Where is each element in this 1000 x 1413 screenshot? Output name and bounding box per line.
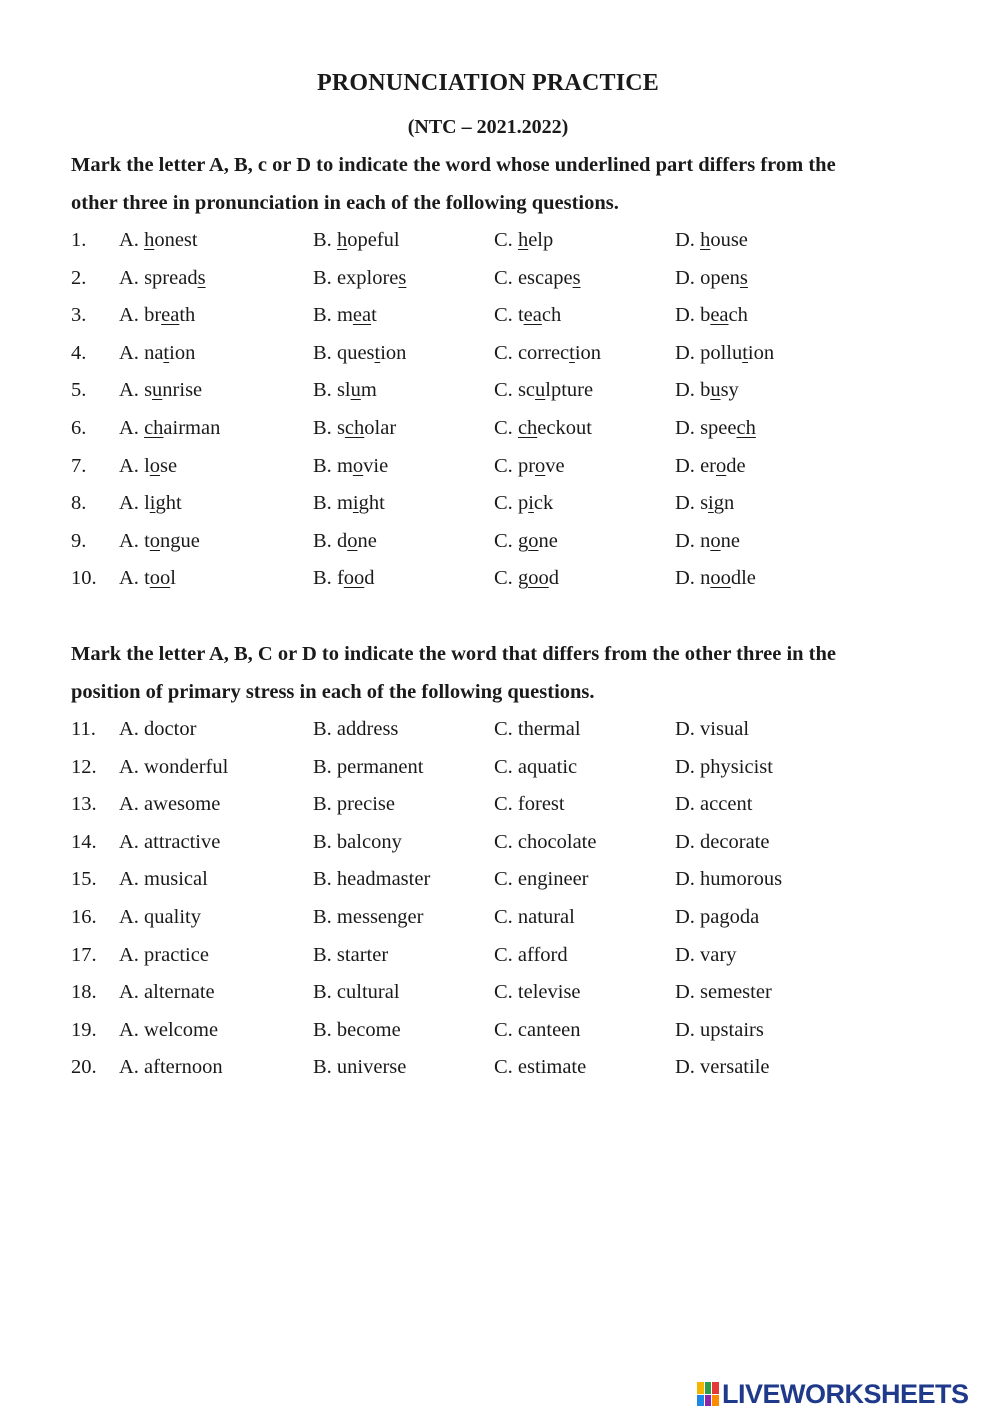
option-text-label: B.	[313, 492, 337, 515]
question-row	[71, 260, 951, 298]
option-text-pre: l	[144, 492, 150, 515]
option-a: A. alternate	[119, 981, 215, 1004]
logo-icon-square	[697, 1382, 704, 1394]
underlined-part: o	[528, 529, 539, 552]
option-text-post: ght	[358, 492, 385, 515]
question-row	[71, 786, 951, 824]
option-a	[119, 372, 202, 410]
option-text-post: ne	[538, 529, 558, 552]
option-text-label: A.	[119, 492, 145, 515]
underlined-part: s	[197, 266, 206, 289]
option-d	[675, 335, 774, 373]
option-b: B. universe	[313, 1056, 407, 1079]
option-a: A. wonderful	[119, 755, 229, 778]
option-text-post: th	[179, 304, 196, 327]
option-c	[494, 222, 553, 260]
option-text-pre: m	[336, 304, 353, 327]
question-row	[71, 899, 951, 937]
option-text-label: A.	[119, 529, 145, 552]
option-text-label: D.	[675, 229, 701, 251]
option-c	[494, 372, 593, 410]
question-number: 10.	[71, 567, 97, 590]
option-b	[313, 260, 406, 298]
option-text-post: se	[160, 454, 178, 477]
underlined-part: i	[149, 492, 156, 515]
option-b: B. balcony	[313, 830, 402, 853]
option-text-label: D.	[675, 529, 701, 552]
underlined-part: ea	[710, 304, 729, 327]
option-text-post: ion	[747, 341, 775, 364]
option-text-pre: pr	[517, 454, 536, 477]
question-row	[71, 523, 951, 561]
underlined-part: u	[350, 379, 361, 402]
underlined-part: ch	[517, 417, 538, 439]
option-b	[313, 335, 406, 373]
option-text-label: C.	[494, 379, 518, 402]
underlined-part: oo	[149, 567, 171, 590]
option-text-pre: t	[144, 529, 150, 552]
option-text-label: C.	[494, 567, 518, 590]
option-text-label: B.	[313, 529, 337, 552]
option-text-label: A.	[119, 341, 145, 364]
option-a	[119, 335, 195, 373]
question-row	[71, 824, 951, 862]
option-b: B. starter	[313, 943, 389, 966]
option-text-post: ck	[533, 492, 554, 515]
liveworksheets-logo-icon	[697, 1382, 719, 1406]
option-text-label: A.	[119, 417, 145, 439]
option-d: D. physicist	[675, 755, 773, 778]
underlined-part: o	[149, 454, 161, 477]
option-text-label: D.	[675, 341, 701, 364]
underlined-part: h	[144, 229, 155, 251]
option-a	[119, 260, 206, 298]
option-text-label: D.	[675, 492, 701, 515]
option-text-label: B.	[313, 304, 337, 327]
option-text-pre: correc	[517, 341, 570, 364]
option-d: D. upstairs	[675, 1018, 764, 1041]
liveworksheets-logo	[697, 1377, 993, 1411]
option-text-label: A.	[119, 304, 145, 327]
option-a	[119, 410, 220, 448]
page-title: PRONUNCIATION PRACTICE	[317, 70, 659, 96]
option-text-pre: b	[700, 304, 711, 327]
question-number: 7.	[71, 454, 87, 477]
option-text-label: B.	[313, 229, 337, 251]
option-text-post: ch	[728, 304, 748, 327]
option-d	[675, 260, 748, 298]
option-c: C. thermal	[494, 718, 581, 740]
option-a: A. awesome	[119, 793, 221, 816]
option-a: A. welcome	[119, 1018, 219, 1041]
question-number: 8.	[71, 492, 87, 515]
option-a: A. practice	[119, 943, 209, 966]
option-text-label: C.	[494, 417, 518, 439]
option-a	[119, 297, 195, 335]
option-text-pre: sc	[517, 379, 536, 402]
option-text-post: d	[364, 567, 375, 590]
option-text-pre: p	[517, 492, 529, 515]
question-number: 3.	[71, 304, 87, 327]
option-text-pre: n	[700, 529, 711, 552]
option-text-label: A.	[119, 379, 145, 402]
option-a	[119, 523, 200, 561]
option-text-pre: escape	[517, 266, 573, 289]
question-number: 11.	[71, 718, 96, 740]
option-a: A. doctor	[119, 718, 197, 740]
underlined-part: u	[152, 379, 163, 402]
option-text-pre: spee	[700, 417, 737, 439]
underlined-part: ch	[736, 417, 756, 439]
underlined-part: s	[572, 266, 581, 289]
option-text-label: D.	[675, 379, 701, 402]
option-text-pre: br	[144, 304, 162, 327]
underlined-part: o	[716, 454, 727, 477]
option-text-pre: open	[700, 266, 740, 289]
underlined-part: t	[742, 341, 748, 364]
option-text-label: A.	[119, 266, 145, 289]
option-text-post: dle	[730, 567, 756, 590]
option-c	[494, 485, 553, 523]
option-text-post: onest	[154, 229, 198, 251]
option-b	[313, 410, 396, 448]
question-number: 14.	[71, 830, 97, 853]
option-c	[494, 448, 565, 486]
option-b: B. messenger	[313, 906, 424, 928]
underlined-part: i	[352, 492, 359, 515]
option-text-post: de	[726, 454, 746, 477]
question-number: 1.	[71, 229, 87, 251]
underlined-part: o	[535, 454, 546, 477]
section1-instruction-line2: other three in pronunciation in each of the following questions.	[71, 191, 619, 214]
option-d: D. pagoda	[675, 906, 760, 928]
option-d: D. semester	[675, 981, 772, 1004]
option-d	[675, 560, 756, 598]
underlined-part: i	[708, 492, 714, 515]
option-text-pre: t	[517, 304, 524, 327]
option-text-post: eckout	[537, 417, 592, 439]
underlined-part: ea	[523, 304, 542, 327]
option-text-pre: pollu	[700, 341, 743, 364]
logo-icon-square	[705, 1382, 712, 1394]
option-text-post: ne	[357, 529, 377, 552]
option-d	[675, 448, 746, 486]
option-text-pre: m	[336, 492, 353, 515]
question-number: 9.	[71, 529, 87, 552]
option-b: B. cultural	[313, 981, 400, 1004]
option-text-label: A.	[119, 454, 145, 477]
question-number: 6.	[71, 417, 87, 439]
option-a	[119, 448, 177, 486]
option-text-pre: s	[336, 417, 345, 439]
option-a: A. attractive	[119, 830, 221, 853]
question-row	[71, 485, 951, 523]
option-text-post: l	[170, 567, 176, 590]
option-b	[313, 560, 375, 598]
underlined-part: ea	[161, 304, 180, 327]
option-text-post: nrise	[162, 379, 203, 402]
option-text-label: D.	[675, 266, 701, 289]
option-c: C. aquatic	[494, 755, 578, 778]
underlined-part: t	[163, 341, 170, 364]
option-d: D. accent	[675, 793, 753, 816]
option-text-label: C.	[494, 229, 518, 251]
option-b	[313, 448, 388, 486]
question-row	[71, 861, 951, 899]
question-number: 4.	[71, 341, 87, 364]
option-d: D. decorate	[675, 830, 770, 853]
question-number: 20.	[71, 1056, 97, 1079]
option-text-label: C.	[494, 266, 518, 289]
question-number: 16.	[71, 906, 97, 928]
underlined-part: s	[398, 266, 407, 289]
underlined-part: ch	[344, 417, 365, 439]
option-text-pre: na	[144, 341, 164, 364]
question-number: 19.	[71, 1018, 97, 1041]
underlined-part: u	[535, 379, 546, 402]
option-text-pre: spread	[144, 266, 198, 289]
section1-instruction	[71, 147, 951, 222]
underlined-part: ea	[352, 304, 372, 327]
option-c	[494, 297, 561, 335]
question-row	[71, 372, 951, 410]
option-text-label: D.	[675, 304, 701, 327]
question-row	[71, 560, 951, 598]
question-number: 18.	[71, 981, 97, 1004]
option-text-label: C.	[494, 341, 518, 364]
option-text-post: vie	[363, 454, 389, 477]
option-b: B. address	[313, 718, 399, 740]
option-d	[675, 372, 739, 410]
question-row	[71, 1012, 951, 1050]
option-text-label: A.	[119, 567, 145, 590]
option-text-pre: g	[517, 567, 529, 590]
underlined-part: t	[374, 341, 381, 364]
option-text-pre: sl	[336, 379, 351, 402]
option-a	[119, 222, 198, 260]
option-c: C. televise	[494, 981, 581, 1004]
option-c	[494, 335, 601, 373]
option-d: D. humorous	[675, 868, 783, 891]
section2-instruction-line2: position of primary stress in each of the following questions.	[71, 680, 595, 703]
option-d: D. visual	[675, 718, 750, 740]
option-text-label: D.	[675, 567, 701, 590]
underlined-part: oo	[343, 567, 365, 590]
option-text-label: C.	[494, 492, 518, 515]
option-c	[494, 410, 592, 448]
option-c	[494, 560, 559, 598]
option-text-pre: n	[700, 567, 711, 590]
underlined-part: o	[347, 529, 358, 552]
option-text-post: ion	[169, 341, 196, 364]
option-a: A. musical	[119, 868, 208, 891]
question-row	[71, 937, 951, 975]
option-d: D. versatile	[675, 1056, 770, 1079]
option-text-label: B.	[313, 379, 337, 402]
option-b: B. become	[313, 1018, 401, 1041]
option-d	[675, 485, 734, 523]
underlined-part: o	[149, 529, 161, 552]
option-text-post: ion	[574, 341, 602, 364]
option-b	[313, 297, 377, 335]
option-text-pre: s	[700, 492, 709, 515]
option-text-label: A.	[119, 229, 145, 251]
underlined-part: h	[700, 229, 711, 251]
option-b: B. precise	[313, 793, 395, 816]
option-text-pre: g	[517, 529, 529, 552]
option-text-post: ngue	[160, 529, 200, 552]
option-text-pre: ques	[336, 341, 375, 364]
option-b	[313, 523, 377, 561]
option-d	[675, 222, 748, 260]
option-c: C. chocolate	[494, 830, 597, 853]
question-row	[71, 222, 951, 260]
option-text-pre: m	[336, 454, 353, 477]
underlined-part: u	[710, 379, 721, 402]
option-text-post: lpture	[545, 379, 594, 402]
option-text-label: D.	[675, 417, 701, 439]
option-d	[675, 297, 748, 335]
underlined-part: oo	[710, 567, 731, 590]
section1-instruction-line1: Mark the letter A, B, c or D to indicate the word whose underlined part differs from the	[71, 154, 836, 176]
option-c: C. natural	[494, 906, 575, 928]
option-text-post: t	[371, 304, 377, 327]
option-text-post: sy	[720, 379, 739, 402]
option-c: C. afford	[494, 943, 568, 966]
option-text-label: B.	[313, 567, 337, 590]
underlined-part: h	[517, 229, 529, 251]
option-b	[313, 372, 377, 410]
option-text-post: olar	[364, 417, 397, 439]
question-row	[71, 1049, 951, 1087]
underlined-part: o	[352, 454, 364, 477]
option-b	[313, 222, 400, 260]
underlined-part: h	[336, 229, 348, 251]
underlined-part: t	[569, 341, 575, 364]
question-row	[71, 410, 951, 448]
question-number: 15.	[71, 868, 97, 891]
question-row	[71, 711, 951, 749]
underlined-part: o	[710, 529, 721, 552]
question-number: 5.	[71, 379, 87, 402]
underlined-part: i	[528, 492, 534, 515]
option-text-label: C.	[494, 304, 518, 327]
option-text-post: ion	[380, 341, 407, 364]
option-a: A. quality	[119, 906, 201, 928]
question-row	[71, 749, 951, 787]
option-text-pre: t	[144, 567, 150, 590]
option-text-label: B.	[313, 266, 337, 289]
question-row	[71, 448, 951, 486]
section2-instruction-line1: Mark the letter A, B, C or D to indicate the word that differs from the other three in the	[71, 643, 837, 665]
option-text-label: B.	[313, 454, 337, 477]
option-text-post: airman	[163, 417, 221, 439]
option-text-post: opeful	[347, 229, 400, 251]
option-c: C. estimate	[494, 1056, 587, 1079]
option-b	[313, 485, 385, 523]
section2-instruction	[71, 636, 951, 711]
option-text-post: ouse	[710, 229, 748, 251]
option-c: C. engineer	[494, 868, 589, 891]
option-a	[119, 485, 182, 523]
option-a: A. afternoon	[119, 1056, 223, 1079]
option-d	[675, 523, 740, 561]
option-b: B. headmaster	[313, 868, 431, 891]
option-a	[119, 560, 176, 598]
underlined-part: ch	[144, 417, 164, 439]
option-d: D. vary	[675, 943, 737, 966]
option-text-label: D.	[675, 454, 701, 477]
question-number: 12.	[71, 755, 97, 778]
option-text-post: gn	[713, 492, 735, 515]
logo-icon-square	[712, 1395, 719, 1407]
logo-icon-square	[705, 1395, 712, 1407]
option-text-pre: explore	[336, 266, 399, 289]
option-c: C. canteen	[494, 1018, 581, 1041]
option-text-post: d	[548, 567, 559, 590]
option-text-label: C.	[494, 529, 518, 552]
question-row	[71, 335, 951, 373]
option-text-post: ve	[545, 454, 565, 477]
option-text-post: ne	[720, 529, 740, 552]
option-c	[494, 260, 581, 298]
option-text-pre: d	[336, 529, 348, 552]
option-text-pre: f	[336, 567, 344, 590]
option-text-pre: l	[144, 454, 150, 477]
option-c: C. forest	[494, 793, 565, 816]
logo-text: LIVEWORKSHEETS	[722, 1378, 969, 1409]
underlined-part: s	[739, 266, 748, 289]
option-text-post: ght	[155, 492, 182, 515]
option-text-pre: b	[700, 379, 711, 402]
option-text-label: B.	[313, 341, 337, 364]
question-number: 2.	[71, 266, 87, 289]
logo-icon-square	[712, 1382, 719, 1394]
option-d	[675, 410, 756, 448]
option-text-post: ch	[541, 304, 562, 327]
option-text-pre: er	[700, 454, 716, 477]
question-number: 17.	[71, 943, 97, 966]
logo-icon-square	[697, 1395, 704, 1407]
option-text-post: elp	[528, 229, 554, 251]
option-text-label: C.	[494, 454, 518, 477]
question-row	[71, 974, 951, 1012]
option-text-pre: s	[144, 379, 153, 402]
question-row	[71, 297, 951, 335]
option-text-post: m	[360, 379, 377, 402]
underlined-part: oo	[528, 567, 549, 590]
option-c	[494, 523, 558, 561]
option-b: B. permanent	[313, 755, 424, 778]
question-number: 13.	[71, 793, 97, 816]
option-text-label: B.	[313, 417, 337, 439]
page-subtitle: (NTC – 2021.2022)	[407, 116, 569, 138]
